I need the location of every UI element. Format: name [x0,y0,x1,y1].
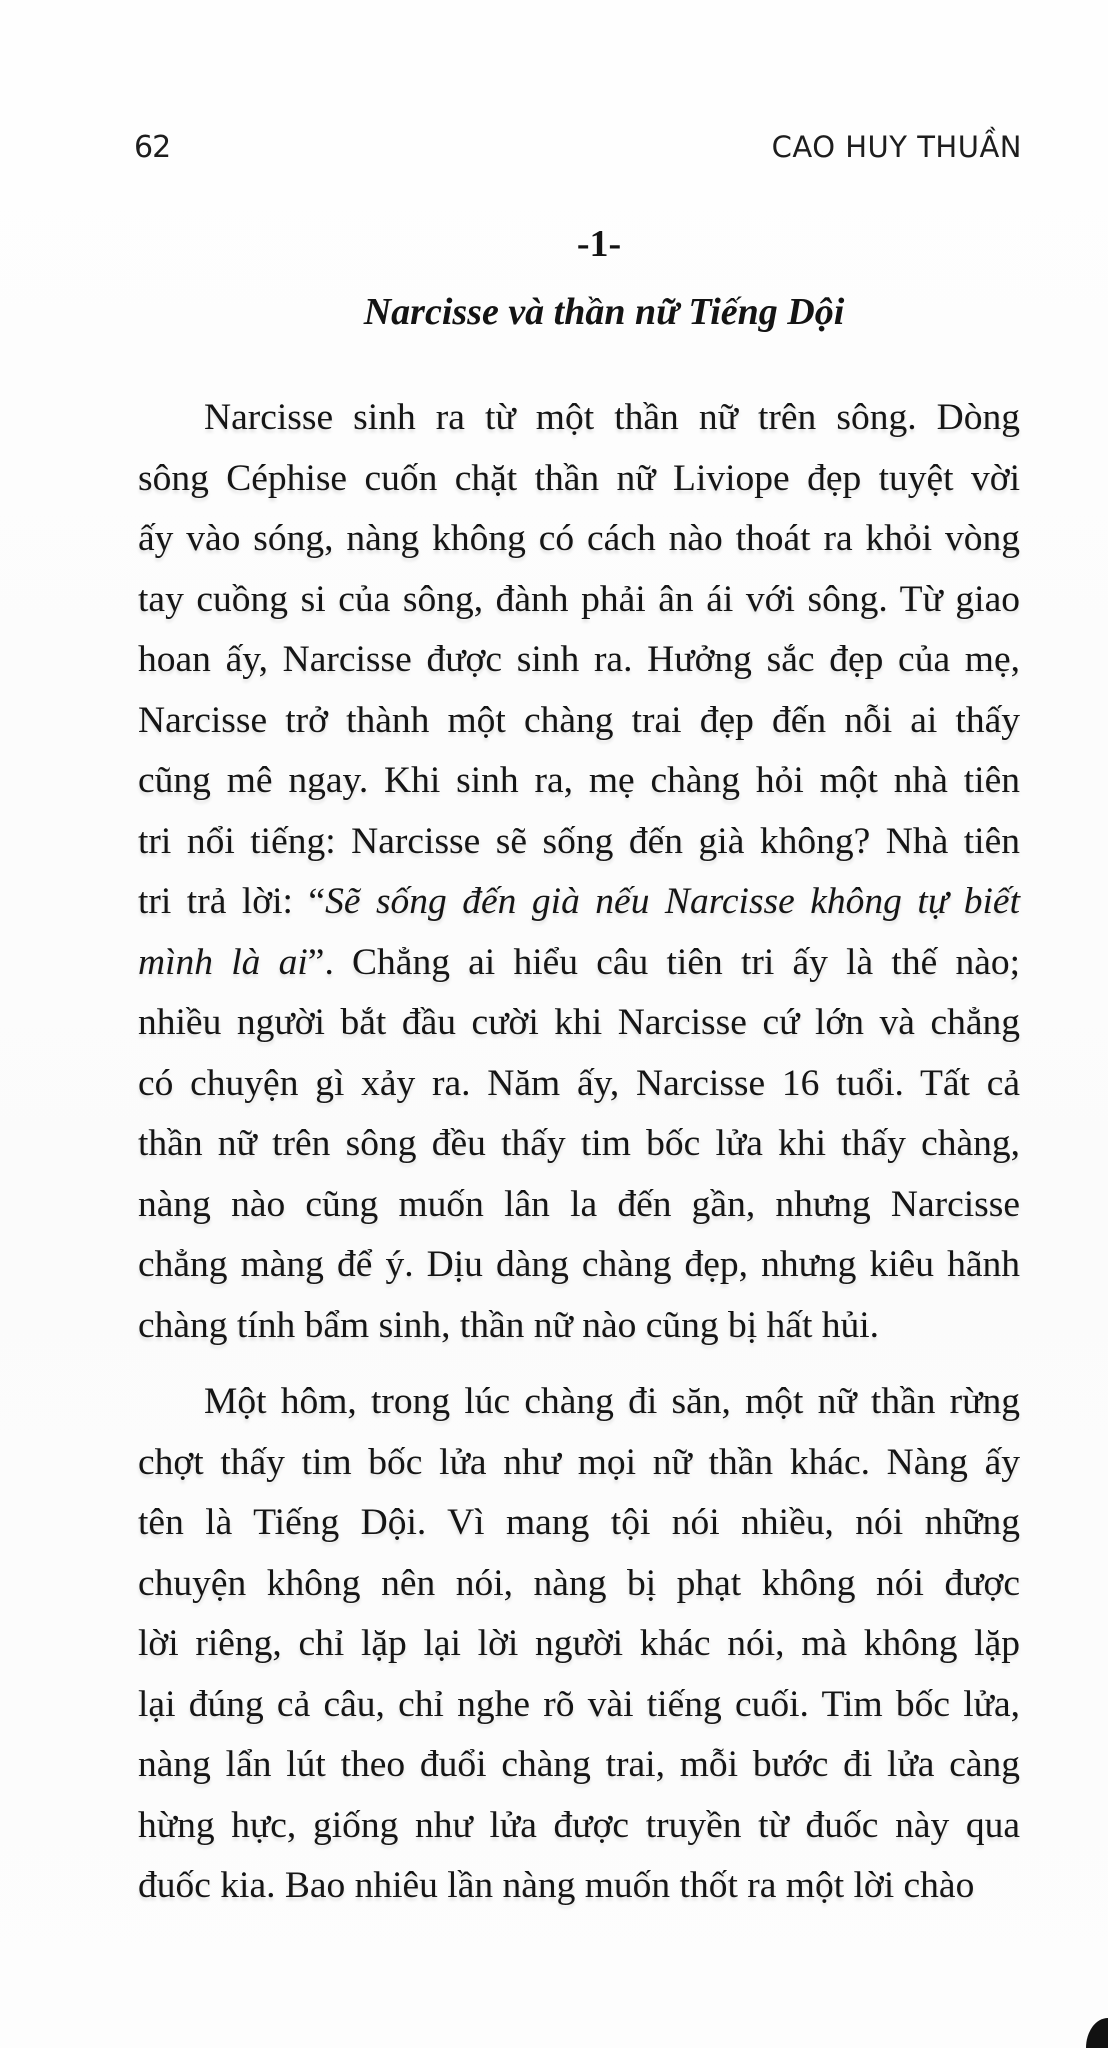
text-line: tri nổi tiếng: Narcisse sẽ sống đến già không? Nhà tiên [138,820,1020,862]
paragraph-1 [138,388,1020,1356]
text-line: có chuyện gì xảy ra. Năm ấy, Narcisse 16 tuổi. Tất cả [138,1062,1020,1104]
text-line: nhiều người bắt đầu cười khi Narcisse cứ lớn và chẳng [138,1002,1020,1043]
text-line: chàng tính bẩm sinh, thần nữ nào cũng bị hất hủi. [138,1304,880,1346]
text-line: đuốc kia. Bao nhiêu lần nàng muốn thốt ra một lời chào [138,1865,975,1906]
text-line: sông Céphise cuốn chặt thần nữ Liviope đẹp tuyệt vời [138,457,1020,499]
quote-prefix: tri trả lời: “ [138,881,326,922]
text-line: tay cuồng si của sông, đành phải ân ái với sông. Từ giao [138,578,1020,620]
body-text [138,388,1020,1917]
text-line: Một hôm, trong lúc chàng đi săn, một nữ thần rừng [204,1381,1020,1422]
text-line: Narcisse sinh ra từ một thần nữ trên sông. Dòng [204,397,1020,438]
prophecy-quote-end: mình là ai [138,941,308,983]
text-line: tên là Tiếng Dội. Vì mang tội nói nhiều, nói những [138,1502,1020,1543]
text-line: cũng mê ngay. Khi sinh ra, mẹ chàng hỏi một nhà tiên [138,760,1020,801]
prophecy-quote: Sẽ sống đến già nếu Narcisse không tự biết [325,881,1020,922]
text-line: thần nữ trên sông đều thấy tim bốc lửa khi thấy chàng, [138,1123,1020,1164]
text-line-quote-end [138,933,1020,994]
text-line: chợt thấy tim bốc lửa như mọi nữ thần khác. Nàng ấy [138,1441,1020,1483]
text-line: Narcisse trở thành một chàng trai đẹp đến nỗi ai thấy [138,699,1020,741]
page-corner-shadow [1086,2018,1108,2048]
paragraph-2 [138,1372,1020,1917]
page-number: 62 [134,130,171,165]
text-line: chẳng màng để ý. Dịu dàng chàng đẹp, nhưng kiêu hãnh [138,1244,1020,1285]
running-header [134,130,1022,174]
paragraph-gap [138,1356,1020,1372]
author-name: CAO HUY THUẦN [771,130,1022,164]
chapter-title: Narcisse và thần nữ Tiếng Dội [363,291,845,333]
text-line: nàng nào cũng muốn lân la đến gần, nhưng Narcisse [138,1183,1020,1225]
text-line-quote [138,872,1020,933]
text-line: nàng lẩn lút theo đuổi chàng trai, mỗi bước đi lửa càng [138,1744,1020,1785]
text-line: ấy vào sóng, nàng không có cách nào thoát ra khỏi vòng [138,518,1020,559]
text-line: chuyện không nên nói, nàng bị phạt không nói được [138,1562,1020,1604]
text-line: hoan ấy, Narcisse được sinh ra. Hưởng sắc đẹp của mẹ, [138,639,1020,680]
text-line: hừng hực, giống như lửa được truyền từ đuốc này qua [138,1804,1020,1846]
quote-suffix: ”. Chẳng ai hiểu câu tiên tri ấy là thế nào; [307,941,1021,983]
text-line: lại đúng cả câu, chỉ nghe rõ vài tiếng cuối. Tim bốc lửa, [138,1683,1020,1725]
text-line: lời riêng, chỉ lặp lại lời người khác nói, mà không lặp [138,1623,1020,1664]
chapter-number: -1- [576,223,622,265]
